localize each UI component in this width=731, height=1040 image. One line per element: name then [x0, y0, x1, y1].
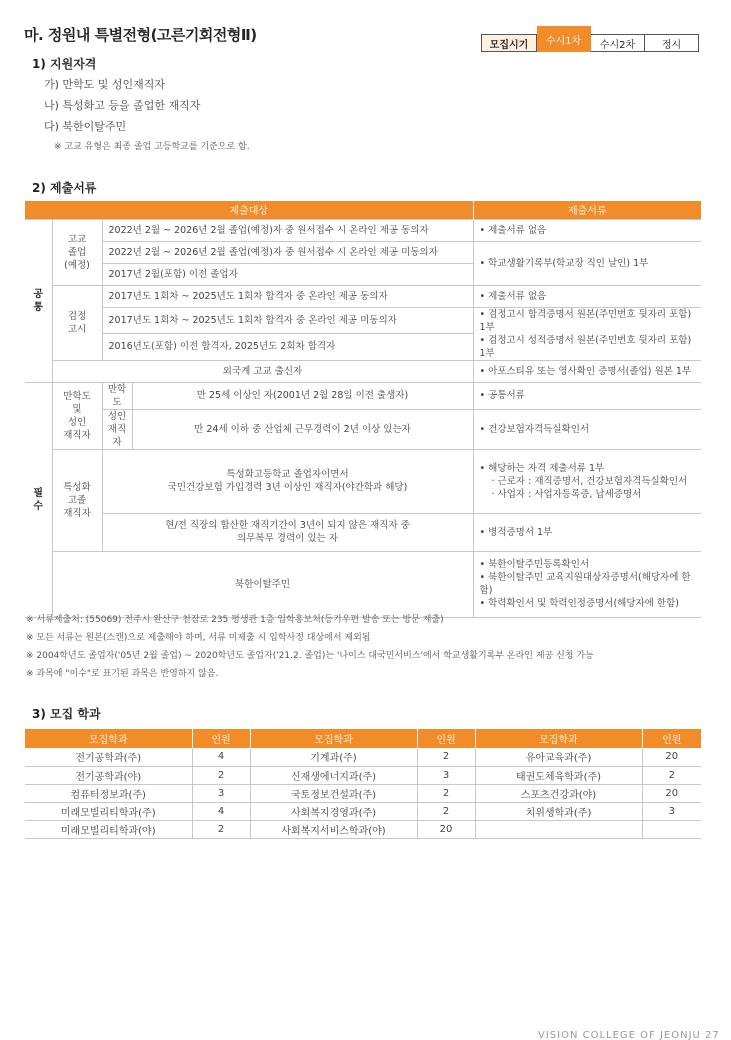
documents-table [25, 201, 701, 618]
doc-cell [473, 307, 701, 360]
quota-cell: 2 [417, 748, 475, 766]
subgroup-adult-worker: 성인 재직자 [102, 409, 132, 449]
target-cell: 만 24세 이하 중 산업체 근무경력이 2년 이상 있는자 [132, 409, 473, 449]
department-cell: 컴퓨터정보과(주) [25, 784, 192, 802]
tab-regular[interactable]: 정시 [645, 34, 699, 52]
department-cell [475, 820, 642, 838]
doc-cell: • 아포스티유 또는 영사확인 증명서(졸업) 원본 1부 [473, 360, 701, 382]
quota-cell: 20 [642, 748, 701, 766]
doc-line: · 근로자 : 재직증명서, 건강보험자격득실확인서 [491, 475, 688, 487]
department-cell: 전기공학과(주) [25, 748, 192, 766]
doc-line: • 검정고시 성적증명서 원본(주민번호 뒷자리 포함) 1부 [479, 334, 692, 359]
quota-cell: 20 [417, 820, 475, 838]
table-row [25, 784, 701, 802]
tab-early-1[interactable]: 수시1차 [537, 26, 591, 52]
target-cell: 2022년 2월 ~ 2026년 2월 졸업(예정)자 중 원서접수 시 온라인 제공 미동의자 [102, 241, 473, 263]
header-quota: 인원 [192, 729, 250, 748]
section-heading-eligibility: 1) 지원자격 [32, 57, 97, 71]
quota-cell: 3 [417, 766, 475, 784]
target-cell: 만 25세 이상인 자(2001년 2월 28일 이전 출생자) [132, 382, 473, 409]
subgroup-vocational: 특성화 고졸 재직자 [52, 449, 102, 551]
department-cell: 사회복지경영과(주) [250, 802, 417, 820]
target-cell: 2017년도 1회차 ~ 2025년도 1회차 합격자 중 온라인 제공 미동의자 [102, 307, 473, 334]
footnote: ※ 과목에 "이수"로 표기된 과목은 반영하지 않음. [26, 669, 219, 679]
header-department: 모집학과 [25, 729, 192, 748]
table-row [25, 802, 701, 820]
target-cell: 현/전 직장의 합산한 재직기간이 3년이 되지 않은 재직자 중 의무복무 경력이 있는 자 [102, 513, 473, 551]
subgroup-adult: 만학도 및 성인 재직자 [52, 382, 102, 449]
departments-header-row [25, 729, 701, 748]
doc-cell: • 학교생활기록부(학교장 직인 날인) 1부 [473, 241, 701, 285]
quota-cell: 3 [642, 802, 701, 820]
doc-cell: • 제출서류 없음 [473, 219, 701, 241]
table-row [25, 766, 701, 784]
tab-early-2[interactable]: 수시2차 [591, 34, 645, 52]
department-cell: 미래모빌리티학과(야) [25, 820, 192, 838]
department-cell: 기계과(주) [250, 748, 417, 766]
quota-cell: 2 [192, 766, 250, 784]
page-title: 마. 정원내 특별전형(고른기회전형Ⅱ) [24, 26, 257, 44]
eligibility-item: 다) 북한이탈주민 [44, 120, 127, 133]
quota-cell [642, 820, 701, 838]
doc-cell: • 공통서류 [473, 382, 701, 409]
header-quota: 인원 [417, 729, 475, 748]
doc-line: • 북한이탈주민 교육지원대상자증명서(해당자에 한함) [479, 572, 691, 596]
department-cell: 태권도체육학과(주) [475, 766, 642, 784]
footnote: ※ 2004학년도 졸업자('05년 2월 졸업) ~ 2020학년도 졸업자('21.2. 졸업)는 '나이스 대국민서비스'에서 학교생활기록부 온라인 제공 신청 가능 [26, 651, 594, 661]
header-documents: 제출서류 [473, 201, 701, 219]
quota-cell: 2 [417, 784, 475, 802]
doc-line: • 검정고시 합격증명서 원본(주민번호 뒷자리 포함) 1부 [479, 308, 692, 333]
department-cell: 유아교육과(주) [475, 748, 642, 766]
doc-cell: • 제출서류 없음 [473, 285, 701, 307]
eligibility-item: 나) 특성화고 등을 졸업한 재직자 [44, 99, 201, 112]
admission-period-tabs [481, 24, 699, 52]
tab-label-period: 모집시기 [481, 34, 537, 52]
doc-line: • 북한이탈주민등록확인서 [479, 559, 590, 570]
subgroup-hs-grad: 고교 졸업 (예정) [52, 219, 102, 285]
quota-cell: 2 [192, 820, 250, 838]
quota-cell: 2 [642, 766, 701, 784]
target-cell: 2017년 2월(포함) 이전 졸업자 [102, 263, 473, 285]
department-cell: 사회복지서비스학과(야) [250, 820, 417, 838]
doc-cell [473, 449, 701, 513]
department-cell: 국토정보건설과(주) [250, 784, 417, 802]
footnote: ※ 서류제출처: (55069) 전주시 완산구 천잠로 235 평생관 1층 입학홍보처(등기우편 발송 또는 방문 제출) [26, 615, 444, 625]
doc-line: • 해당하는 자격 제출서류 1부 [479, 462, 605, 474]
quota-cell: 20 [642, 784, 701, 802]
quota-cell: 4 [192, 748, 250, 766]
quota-cell: 2 [417, 802, 475, 820]
table-row [25, 748, 701, 766]
department-cell: 치위생학과(주) [475, 802, 642, 820]
target-cell: 특성화고등학교 졸업자이면서 국민건강보험 가입경력 3년 이상인 재직자(야간학과 해당) [102, 449, 473, 513]
section-heading-documents: 2) 제출서류 [32, 181, 97, 195]
page-footer: VISION COLLEGE OF JEONJU 27 [538, 1030, 720, 1040]
target-cell: 북한이탈주민 [52, 551, 473, 617]
group-common: 공통 [25, 219, 52, 382]
subgroup-late: 만학도 [102, 382, 132, 409]
target-cell: 2017년도 1회차 ~ 2025년도 1회차 합격자 중 온라인 제공 동의자 [102, 285, 473, 307]
eligibility-note: ※ 고교 유형은 최종 졸업 고등학교를 기준으로 함. [54, 142, 250, 152]
doc-line: • 학력확인서 및 학력인정증명서(해당자에 한함) [479, 598, 679, 609]
header-target: 제출대상 [25, 201, 473, 219]
footnote: ※ 모든 서류는 원본(스캔)으로 제출해야 하며, 서류 미제출 시 입학사정 대상에서 제외됨 [26, 633, 371, 643]
department-cell: 미래모빌리티학과(주) [25, 802, 192, 820]
header-quota: 인원 [642, 729, 701, 748]
quota-cell: 4 [192, 802, 250, 820]
target-cell: 2022년 2월 ~ 2026년 2월 졸업(예정)자 중 원서접수 시 온라인 제공 동의자 [102, 219, 473, 241]
table-row [25, 820, 701, 838]
department-cell: 스포츠건강과(야) [475, 784, 642, 802]
quota-cell: 3 [192, 784, 250, 802]
target-cell: 외국계 고교 출신자 [52, 360, 473, 382]
doc-cell [473, 551, 701, 617]
doc-cell: • 건강보험자격득실확인서 [473, 409, 701, 449]
departments-table [25, 729, 701, 839]
eligibility-item: 가) 만학도 및 성인재직자 [44, 78, 166, 91]
department-cell: 신재생에너지과(주) [250, 766, 417, 784]
department-cell: 전기공학과(야) [25, 766, 192, 784]
group-required: 필수 [25, 382, 52, 617]
section-heading-departments: 3) 모집 학과 [32, 707, 101, 721]
subgroup-ged: 검정 고시 [52, 285, 102, 360]
doc-line: · 사업자 : 사업자등록증, 납세증명서 [491, 488, 642, 500]
header-department: 모집학과 [250, 729, 417, 748]
target-cell: 2016년도(포함) 이전 합격자, 2025년도 2회차 합격자 [102, 334, 473, 361]
doc-cell: • 병적증명서 1부 [473, 513, 701, 551]
header-department: 모집학과 [475, 729, 642, 748]
